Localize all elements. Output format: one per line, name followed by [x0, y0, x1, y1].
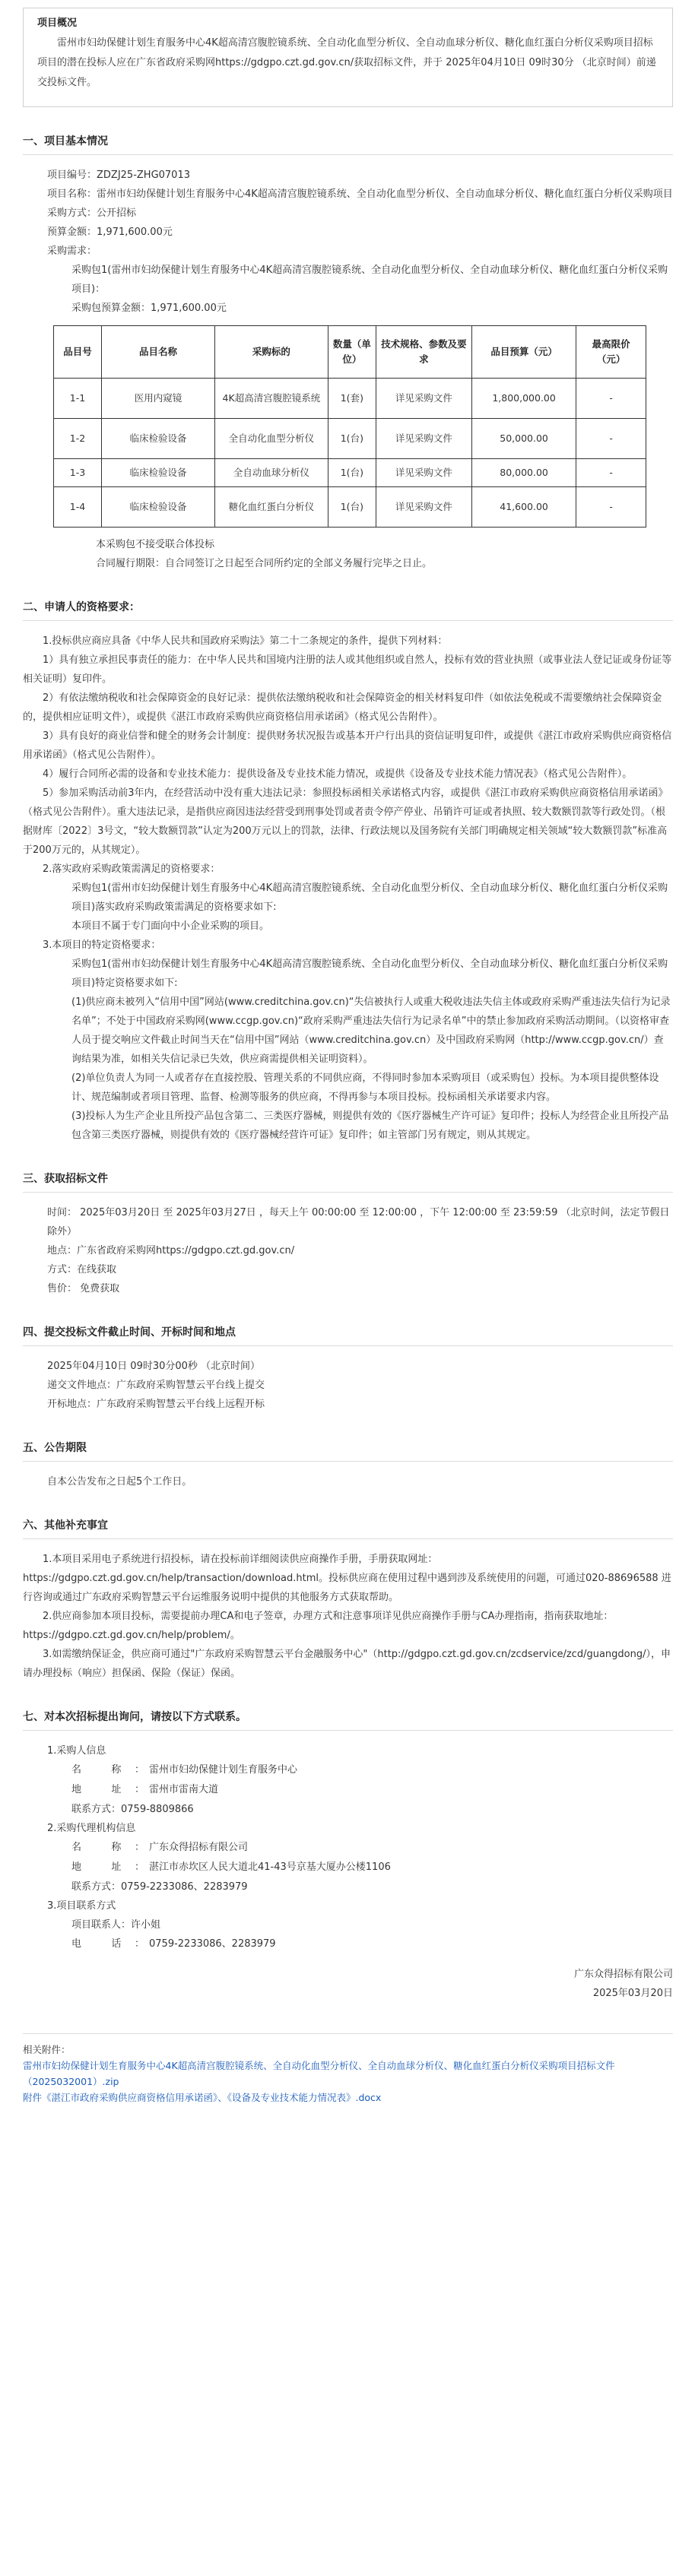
agent-phone: 联系方式：0759-2233086、2283979	[71, 1881, 248, 1893]
section-title: 一、项目基本情况	[23, 133, 673, 155]
project-number: 项目编号：ZDZJ25-ZHG07013	[47, 170, 190, 181]
qualification-item: 采购包1(雷州市妇幼保健计划生育服务中心4K超高清宫腹腔镜系统、全自动化血型分析仪、全自动血球分析仪、糖化血红蛋白分析仪采购项目)特定资格要求如下:	[71, 958, 668, 989]
agent-address	[23, 1858, 673, 1877]
qualification-item: 1）具有独立承担民事责任的能力：在中华人民共和国境内注册的法人或其他组织或自然人，投标有效的营业执照（或事业法人登记证或身份证等相关证明）复印件。	[23, 654, 672, 685]
table-cell: -	[576, 419, 646, 459]
field-label: 名 称：	[71, 1764, 144, 1776]
column-header: 品目号	[54, 326, 102, 379]
table-cell: 临床检验设备	[102, 459, 215, 487]
section-title: 三、获取招标文件	[23, 1171, 673, 1193]
section-title: 二、申请人的资格要求：	[23, 599, 673, 621]
section-basic-info	[23, 133, 673, 573]
table-cell: 全自动血球分析仪	[214, 459, 328, 487]
table-cell: 详见采购文件	[376, 419, 471, 459]
column-header: 采购标的	[214, 326, 328, 379]
signature-org: 广东众得招标有限公司	[573, 1969, 673, 1980]
submission-deadline: 2025年04月10日 09时30分00秒 （北京时间）	[47, 1361, 261, 1372]
table-cell: 4K超高清宫腹腔镜系统	[214, 379, 328, 419]
table-cell: 详见采购文件	[376, 487, 471, 528]
qualification-item: 3.本项目的特定资格要求：	[43, 939, 161, 951]
qualification-item: 5）参加采购活动前3年内，在经营活动中没有重大违法记录：参照投标函相关承诺格式内容，或提供《湛江市政府采购供应商资格信用承诺函》（格式见公告附件）。重大违法记录，是指供应商因违法经营受到刑事处罚或者责令停产停业、吊销许可证或者执照、较大数额罚款等行政处罚。（根据财库〔2022〕3号文，“较大数额罚款”认定为200万元以上的罚款，法律、行政法规以及国务院有关部门明确规定相关领域“较大数额罚款”标准高于200万元的，从其规定）。	[23, 787, 668, 856]
table-cell: 医用内窥镜	[102, 379, 215, 419]
agent-name	[23, 1838, 673, 1858]
obtain-way: 方式：在线获取	[47, 1264, 117, 1275]
table-row	[54, 419, 646, 459]
project-overview-box	[23, 8, 673, 107]
overview-title: 项目概况	[37, 17, 78, 29]
attachment-link[interactable]: 雷州市妇幼保健计划生育服务中心4K超高清宫腹腔镜系统、全自动化血型分析仪、全自动血球分析仪、糖化血红蛋白分析仪采购项目招标文件（2025032001）.zip	[23, 2060, 615, 2087]
announcement-page	[23, 8, 673, 2105]
qualification-item: (3)投标人为生产企业且所投产品包含第二、三类医疗器械，则提供有效的《医疗器械生产许可证》复印件；投标人为经营企业且所投产品包含第三类医疗器械，则提供有效的《医疗器械经营许可证》复印件；如主管部门另有规定，则从其规定。	[71, 1111, 669, 1141]
column-header: 数量（单位）	[328, 326, 376, 379]
other-item: 3.如需缴纳保证金，供应商可通过"广东政府采购智慧云平台金融服务中心"（http://gdgpo.czt.gd.gov.cn/zcdservice/zcd/guangdong/），申请办理投标（响应）担保函、保险（保证）保函。	[23, 1649, 671, 1679]
attachments	[23, 2033, 673, 2105]
table-cell: 1-1	[54, 379, 102, 419]
field-value: 广东众得招标有限公司	[149, 1842, 249, 1853]
table-cell: 1-2	[54, 419, 102, 459]
table-row	[54, 459, 646, 487]
field-value: 雷州市妇幼保健计划生育服务中心	[149, 1764, 298, 1776]
field-label: 电 话：	[71, 1938, 144, 1950]
table-cell: -	[576, 379, 646, 419]
field-label: 名 称：	[71, 1842, 144, 1853]
section-title: 五、公告期限	[23, 1440, 673, 1462]
contract-period: 合同履行期限：自合同签订之日起至合同所约定的全部义务履行完毕之日止。	[96, 558, 433, 569]
package-description: 采购包1(雷州市妇幼保健计划生育服务中心4K超高清宫腹腔镜系统、全自动化血型分析仪、全自动血球分析仪、糖化血红蛋白分析仪采购项目)：	[71, 265, 668, 295]
obtain-place: 地点：广东省政府采购网https://gdgpo.czt.gd.gov.cn/	[47, 1245, 295, 1256]
attachments-label: 相关附件：	[23, 2044, 71, 2055]
table-row	[54, 487, 646, 528]
buyer-name	[23, 1760, 673, 1780]
submission-place: 递交文件地点：广东政府采购智慧云平台线上提交	[47, 1380, 265, 1391]
section-notice-period	[23, 1440, 673, 1491]
no-union-note: 本采购包不接受联合体投标	[96, 539, 215, 550]
table-cell: 1(台)	[328, 487, 376, 528]
buyer-heading: 1.采购人信息	[47, 1745, 106, 1757]
buyer-phone: 联系方式：0759-8809866	[71, 1804, 194, 1815]
field-label: 地 址：	[71, 1862, 144, 1873]
table-cell: 临床检验设备	[102, 487, 215, 528]
section-title: 四、提交投标文件截止时间、开标时间和地点	[23, 1324, 673, 1346]
obtain-time: 时间： 2025年03月20日 至 2025年03月27日 ，每天上午 00:00:00 至 12:00:00 ，下午 12:00:00 至 23:59:59 （北京时间，法定节假日除外）	[47, 1207, 670, 1237]
document-price: 售价： 免费获取	[47, 1283, 120, 1294]
overview-text: 雷州市妇幼保健计划生育服务中心4K超高清宫腹腔镜系统、全自动化血型分析仪、全自动血球分析仪、糖化血红蛋白分析仪采购项目招标项目的潜在投标人应在广东省政府采购网https://gdgpo.czt.gd.gov.cn/获取招标文件，并于 2025年04月10日 09时30分 （北京时间）前递交投标文件。	[37, 37, 656, 88]
table-cell: 临床检验设备	[102, 419, 215, 459]
table-cell: 详见采购文件	[376, 379, 471, 419]
column-header: 品目预算（元）	[471, 326, 576, 379]
contact-person: 项目联系人：许小姐	[71, 1919, 161, 1931]
procurement-method: 采购方式：公开招标	[47, 208, 137, 219]
qualification-item: 2）有依法缴纳税收和社会保障资金的良好记录：提供依法缴纳税收和社会保障资金的相关材料复印件（如依法免税或不需要缴纳社会保障资金的，提供相应证明文件），或提供《湛江市政府采购供应商资格信用承诺函》（格式见公告附件）。	[23, 692, 662, 723]
qualification-item: 本项目不属于专门面向中小企业采购的项目。	[71, 920, 270, 932]
signature-block	[23, 1965, 673, 2003]
section-qualification	[23, 599, 673, 1145]
column-header: 技术规格、参数及要求	[376, 326, 471, 379]
section-obtain-documents	[23, 1171, 673, 1298]
qualification-item: (1)供应商未被列入“信用中国”网站(www.creditchina.gov.cn)“失信被执行人或重大税收违法失信主体或政府采购严重违法失信行为记录名单”；不处于中国政府采购网(www.ccgp.gov.cn)“政府采购严重违法失信行为记录名单”中的禁止参加政府采购活动期间。（以资格审查人员于提交响应文件截止时间当天在“信用中国”网站（www.creditchina.gov.cn）及中国政府采购网（http://www.ccgp.gov.cn/）查询结果为准，如相关失信记录已失效，供应商需提供相关证明资料）。	[71, 996, 671, 1065]
table-row	[54, 379, 646, 419]
section-contacts	[23, 1709, 673, 1954]
section-title: 七、对本次招标提出询问，请按以下方式联系。	[23, 1709, 673, 1731]
requirement-label: 采购需求：	[47, 246, 97, 257]
agent-heading: 2.采购代理机构信息	[47, 1823, 136, 1834]
qualification-item: 2.落实政府采购政策需满足的资格要求：	[43, 863, 221, 875]
qualification-item: 4）履行合同所必需的设备和专业技术能力：提供设备及专业技术能力情况，或提供《设备及专业技术能力情况表》（格式见公告附件）。	[43, 768, 633, 780]
budget-amount: 预算金额：1,971,600.00元	[47, 227, 173, 238]
field-value: 0759-2233086、2283979	[149, 1938, 276, 1950]
contact-heading: 3.项目联系方式	[47, 1900, 116, 1912]
table-cell: 详见采购文件	[376, 459, 471, 487]
table-cell: 1,800,000.00	[471, 379, 576, 419]
field-value: 雷州市雷南大道	[149, 1784, 219, 1795]
table-cell: 1-3	[54, 459, 102, 487]
contact-phone	[23, 1934, 673, 1954]
items-table	[53, 325, 646, 528]
section-submission	[23, 1324, 673, 1414]
other-item: 2.供应商参加本项目投标，需要提前办理CA和电子签章，办理方式和注意事项详见供应商操作手册与CA办理指南，指南获取地址：https://gdgpo.czt.gd.gov.cn/help/problem/。	[23, 1611, 614, 1641]
table-cell: -	[576, 459, 646, 487]
field-value: 湛江市赤坎区人民大道北41-43号京基大厦办公楼1106	[149, 1862, 391, 1873]
qualification-item: (2)单位负责人为同一人或者存在直接控股、管理关系的不同供应商，不得同时参加本采购项目（或采购包）投标。为本项目提供整体设计、规范编制或者项目管理、监督、检测等服务的供应商，不得再参与本项目投标。投标函相关承诺要求内容。	[71, 1073, 659, 1103]
notice-period-text: 自本公告发布之日起5个工作日。	[47, 1476, 192, 1488]
table-cell: 41,600.00	[471, 487, 576, 528]
section-other-matters	[23, 1517, 673, 1683]
qualification-item: 3）具有良好的商业信誉和健全的财务会计制度：提供财务状况报告或基本开户行出具的资信证明复印件，或提供《湛江市政府采购供应商资格信用承诺函》（格式见公告附件）。	[23, 730, 672, 761]
column-header: 品目名称	[102, 326, 215, 379]
table-cell: -	[576, 487, 646, 528]
signature-date: 2025年03月20日	[592, 1988, 673, 1999]
table-cell: 糖化血红蛋白分析仪	[214, 487, 328, 528]
table-cell: 1-4	[54, 487, 102, 528]
opening-place: 开标地点：广东政府采购智慧云平台线上远程开标	[47, 1399, 265, 1410]
table-cell: 1(套)	[328, 379, 376, 419]
qualification-item: 采购包1(雷州市妇幼保健计划生育服务中心4K超高清宫腹腔镜系统、全自动化血型分析仪、全自动血球分析仪、糖化血红蛋白分析仪采购项目)落实政府采购政策需满足的资格要求如下:	[71, 882, 668, 913]
buyer-address	[23, 1780, 673, 1800]
table-cell: 1(台)	[328, 459, 376, 487]
field-label: 地 址：	[71, 1784, 144, 1795]
table-cell: 80,000.00	[471, 459, 576, 487]
qualification-item: 1.投标供应商应具备《中华人民共和国政府采购法》第二十二条规定的条件，提供下列材料：	[43, 635, 448, 647]
table-cell: 50,000.00	[471, 419, 576, 459]
column-header: 最高限价（元）	[576, 326, 646, 379]
table-header-row	[54, 326, 646, 379]
project-name: 项目名称：雷州市妇幼保健计划生育服务中心4K超高清宫腹腔镜系统、全自动化血型分析仪、全自动血球分析仪、糖化血红蛋白分析仪采购项目	[47, 189, 673, 200]
package-budget: 采购包预算金额：1,971,600.00元	[71, 303, 227, 314]
attachment-link[interactable]: 附件《湛江市政府采购供应商资格信用承诺函》、《设备及专业技术能力情况表》.docx	[23, 2092, 382, 2103]
other-item: 1.本项目采用电子系统进行招投标，请在投标前详细阅读供应商操作手册，手册获取网址：https://gdgpo.czt.gd.gov.cn/help/transaction/download.html。投标供应商在使用过程中遇到涉及系统使用的问题，可通过020-88696588 进行咨询或通过广东政府采购智慧云平台运维服务说明中提供的其他服务方式获取帮助。	[23, 1554, 671, 1603]
section-title: 六、其他补充事宜	[23, 1517, 673, 1539]
table-cell: 全自动化血型分析仪	[214, 419, 328, 459]
table-cell: 1(台)	[328, 419, 376, 459]
